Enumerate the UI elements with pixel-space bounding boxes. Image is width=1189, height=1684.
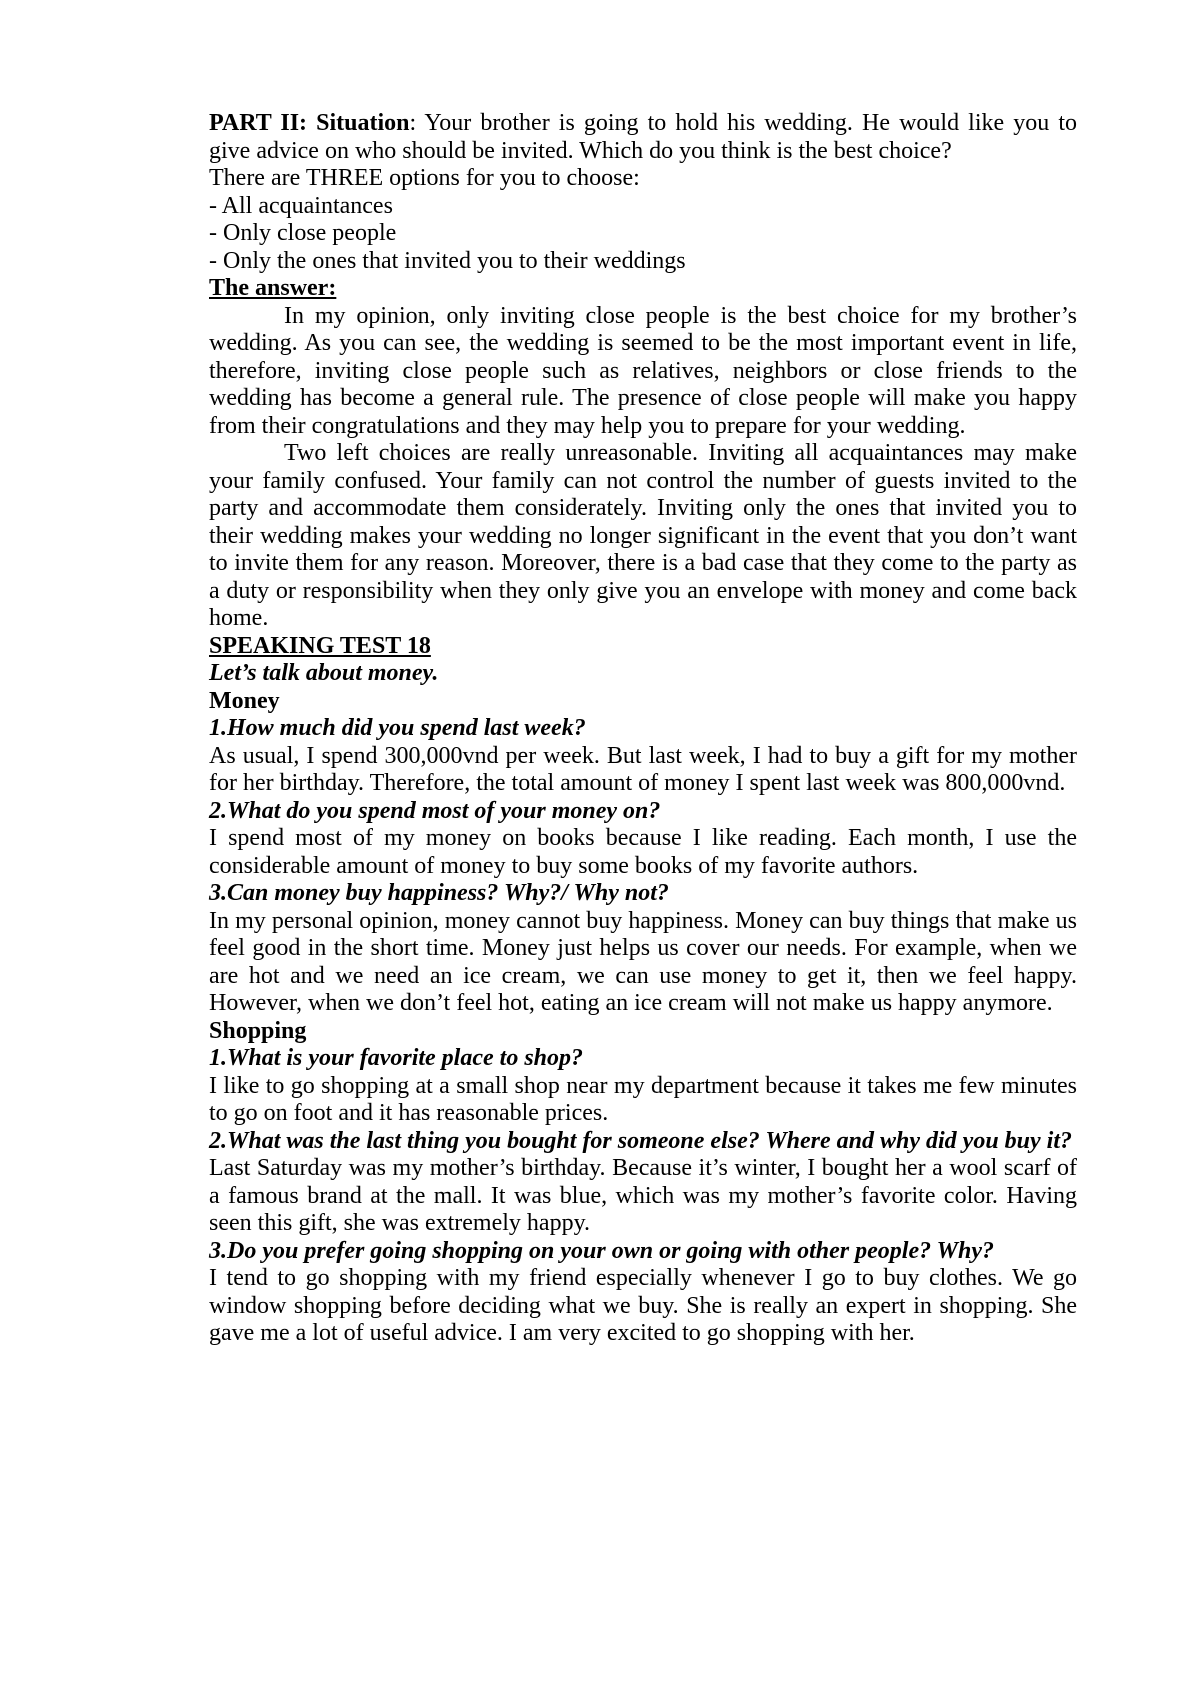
answer-paragraph-1: In my opinion, only inviting close people is the best choice for my brother’s wedding. As you can see, the wedding is seemed to be the most important event in life, therefore, inviting close people such as relatives, neighbors or close friends to the wedding has become a general rule. The presence of close people will make you happy from their congratulations and they may help you to prepare for your wedding. [209, 302, 1077, 439]
money-question-1: 1.How much did you spend last week? [209, 715, 586, 741]
test-intro: Let’s talk about money. [209, 660, 439, 686]
shopping-question-1: 1.What is your favorite place to shop? [209, 1045, 584, 1071]
shopping-question-3: 3.Do you prefer going shopping on your own or going with other people? Why? [209, 1237, 995, 1264]
money-answer-1: As usual, I spend 300,000vnd per week. But last week, I had to buy a gift for my mother for her birthday. Therefore, the total amount of money I spent last week was 800,000vnd. [209, 742, 1077, 796]
document-content [209, 110, 1077, 1348]
money-question-3: 3.Can money buy happiness? Why?/ Why not? [209, 880, 669, 906]
part2-situation-label: PART II: Situation [209, 110, 410, 136]
options-intro: There are THREE options for you to choose: [209, 165, 640, 191]
answer-label: The answer: [209, 275, 337, 301]
speaking-test-title: SPEAKING TEST 18 [209, 632, 431, 659]
money-answer-3: In my personal opinion, money cannot buy happiness. Money can buy things that make us feel good in the short time. Money just helps us cover our needs. For example, when we are hot and we need an ice cream, we can use money to get it, then we feel happy. However, when we don’t feel hot, eating an ice cream will not make us happy anymore. [209, 907, 1077, 1016]
answer-paragraph-2: Two left choices are really unreasonable. Inviting all acquaintances may make your family confused. Your family can not control the number of guests invited to the party and accommodate them considerately. Inviting only the ones that invited you to their wedding makes your wedding no longer significant in the event that you don’t want to invite them for any reason. Moreover, there is a bad case that they come to the party as a duty or responsibility when they only give you an envelope with money and come back home. [209, 440, 1077, 631]
speaking-test-title-line [209, 633, 1077, 661]
shopping-answer-1: I like to go shopping at a small shop near my department because it takes me few minutes to go on foot and it has reasonable prices. [209, 1072, 1077, 1126]
answer-label-line [209, 275, 1077, 303]
option-only-close-people: - Only close people [209, 220, 397, 246]
money-question-2: 2.What do you spend most of your money on? [209, 797, 661, 824]
part2-situation-text: : Your brother is going to hold his wedding. He would like you to give advice on who should be invited. Which do you think is the best choice? [209, 110, 1077, 164]
shopping-question-2: 2.What was the last thing you bought for someone else? Where and why did you buy it? [209, 1127, 1073, 1154]
part2-situation-paragraph [209, 110, 1077, 165]
shopping-answer-2: Last Saturday was my mother’s birthday. Because it’s winter, I bought her a wool scarf of a famous brand at the mall. It was blue, which was my mother’s favorite color. Having seen this gift, she was extremely happy. [209, 1155, 1077, 1236]
option-all-acquaintances: - All acquaintances [209, 192, 393, 219]
money-section-heading: Money [209, 687, 280, 714]
option-only-invited-ones: - Only the ones that invited you to their weddings [209, 247, 686, 274]
shopping-answer-3: I tend to go shopping with my friend especially whenever I go to buy clothes. We go window shopping before deciding what we buy. She is really an expert in shopping. She gave me a lot of useful advice. I am very excited to go shopping with her. [209, 1265, 1077, 1346]
money-answer-2: I spend most of my money on books because I like reading. Each month, I use the considerable amount of money to buy some books of my favorite authors. [209, 825, 1077, 879]
shopping-section-heading: Shopping [209, 1017, 307, 1044]
